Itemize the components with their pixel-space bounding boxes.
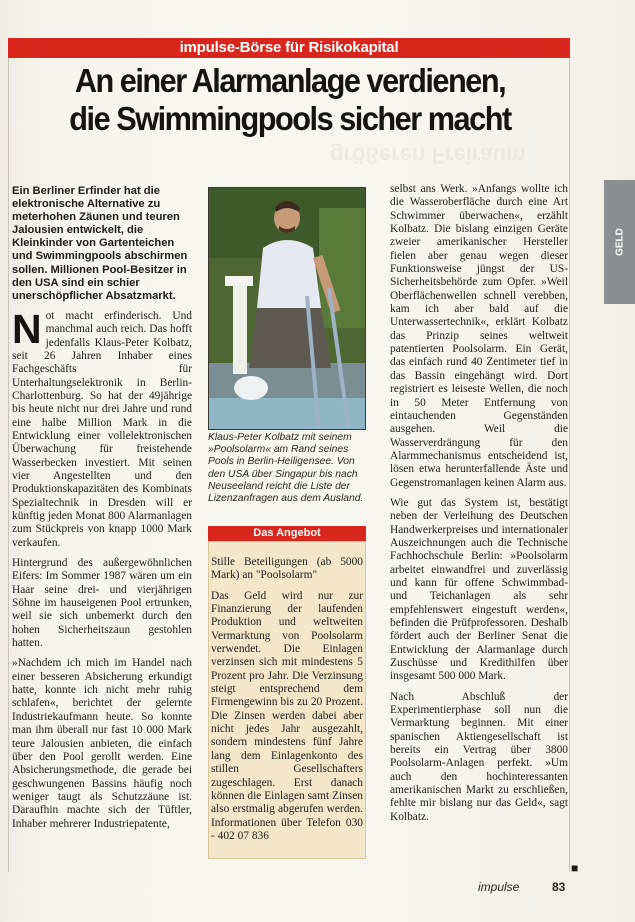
footer-publication: impulse xyxy=(478,880,520,894)
offer-paragraph-1: Stille Beteiligungen (ab 5000 Mark) an "Poolsolarm" xyxy=(211,556,363,582)
photo-illustration xyxy=(209,188,366,430)
offer-box-title: Das Angebot xyxy=(208,526,366,541)
body-paragraph-1 xyxy=(12,305,192,550)
body-paragraph-3: »Nachdem ich mich im Handel nach einer besseren Absicherung erkundigt hatte, konnte ich nicht mehr ruhig schlafen«, berichtet der gelernte Industriekaufmann heute. So konnte man ihm überall nur fast 10 000 Mark teure Jalousien anbieten, die einfach über den Pool gerollt werden. Eine Absicherungsmethode, die gerade bei geschwungenen Bassins häufig noch weniger taugt als Schutzzäune ist. Daraufhin machte sich der Tüftler, Inhaber mehrerer Industriepatente, xyxy=(12,657,192,830)
end-mark: ■ xyxy=(571,861,579,875)
offer-box-text xyxy=(211,556,363,850)
body-paragraph-2: Hintergrund des außergewöhnlichen Eifers: Im Sommer 1987 wären um ein Haar seine drei- und vierjährigen Söhne im hauseigenen Pool ertrunken, weil sie sich unbemerkt durch den hohen Sicherheitszaun gestohlen hatten. xyxy=(12,557,192,650)
section-tab-label: GELD xyxy=(614,228,625,256)
column-1 xyxy=(12,185,192,838)
headline-line-1: An einer Alarmanlage verdienen, xyxy=(74,62,506,99)
body-paragraph-5: Wie gut das System ist, bestätigt neben der Verleihung des Deutschen Handwerkerpreises und internationaler Auszeichnungen auch die Technische Fachhochschule Berlin: »Poolsolarm arbeitet einwandfrei und zuverlässig und kann für offene Schwimmbad- und Teichanlagen als sehr empfehlenswert eingestuft werden«, befinden die Prüfprofessoren. Deshalb fördert auch der Berliner Senat die Entwicklung der Alarmanlage durch Zuschüsse und Kredithilfen über insgesamt 500 000 Mark. xyxy=(390,496,568,683)
section-kicker: impulse-Börse für Risikokapital xyxy=(8,38,570,58)
offer-paragraph-2: Das Geld wird nur zur Finanzierung der laufenden Produktion und weltweiten Vermarktung von Poolsolarm verwendet. Die Einlagen verzinsen sich mit mindestens 5 Prozent pro Jahr. Die Verzinsung steigt entsprechend dem Firmengewinn bis zu 20 Prozent. Die Zinsen werden dabei aber nicht jedes Jahr ausgezahlt, sondern mindestens fünf Jahre lang dem Einlagenkonto des stillen Gesellschafters zugeschlagen. Erst danach können die Einlagen samt Zinsen also erstmalig abgerufen werden. Informationen über Telefon 030 - 402 07 836 xyxy=(211,589,363,842)
section-tab xyxy=(604,180,635,304)
headline-line-2: die Swimmingpools sicher macht xyxy=(69,100,511,137)
article-photo xyxy=(208,187,366,430)
article-lead: Ein Berliner Erfinder hat die elektronische Alternative zu meterhohen Zäunen und teuren Jalousien entwickelt, die Kleinkinder von Gartenteichen und Swimmingpools abschirmen sollen. Millionen Pool-Besitzer in den USA sind ein schier unerschöpflicher Absatzmarkt. xyxy=(12,185,188,302)
photo-caption: Klaus-Peter Kolbatz mit seinem »Poolsolarm« am Rand seines Pools in Berlin-Heiligensee. Von den USA über Singapur bis nach Neuseeland reicht die Liste der Lizenzanfragen aus dem Ausland. xyxy=(208,432,364,505)
body-paragraph-4: selbst ans Werk. »Anfangs wollte ich die Wasseroberfläche durch eine Art Schwimmer überwachen«, erzählt Kolbatz. Die bislang einzigen Geräte zweier amerikanischer Hersteller fielen aber genau wegen dieser Funktionsweise jüngst der US-Sicherheitsbehörde zum Opfer. »Weil Oberflächenwellen schnell verebben, kam ich aber bald auf die Unterwassertechnik«, erklärt Kolbatz das Prinzip seines weltweit patentierten Poolsolarm. Ein Gerät, das einfach rund 40 Zentimeter tief in das Bassin eingehängt wird. Dort registriert es leiseste Wellen, die noch in 50 Meter Entfernung von eintauchenden Gegenständen ausgehen. Weil die Wasserverdrängung für den Alarmmechanismus entscheidend ist, lösen etwa herunterfallende Äste und Gegenstromanlagen keinen Alarm aus. xyxy=(390,183,568,489)
show-through-text: größeren Freiraum xyxy=(330,143,526,168)
article-headline xyxy=(30,62,551,138)
footer-page-number: 83 xyxy=(552,880,566,894)
body-paragraph-1-text: ot macht erfinderisch. Und manchmal auch reich. Das hofft jedenfalls Klaus-Peter Kolbatz, seit 26 Jahren Inhaber eines Fachgeschäfts für Unterhaltungselektronik in Berlin-Charlottenburg. So hat der 49jährige bis heute nicht nur drei Jahre und rund eine halbe Million Mark in die Entwicklung einer vollelektronischen Überwachung für freistehende Wasserbecken investiert. Mit seinen vier Angestellten und den Produktionskapazitäten des Kombinats Spezialtechnik in Dresden will er künftig jeden Monat 800 Alarmanlagen zum Stückpreis von knapp 1000 Mark verkaufen. xyxy=(12,309,192,549)
column-3 xyxy=(390,183,568,831)
body-paragraph-6: Nach Abschluß der Experimentierphase soll nun die Vermarktung beginnen. Mit einer spanischen Aktiengesellschaft ist bereits ein Vertrag über 3800 Poolsolarm-Anlagen perfekt. »Um auch den hochinteressanten amerikanischen Markt zu erschließen, fehlte mir bislang nur das Geld«, sagt Kolbatz. xyxy=(390,690,568,823)
drop-cap: N xyxy=(12,305,42,352)
